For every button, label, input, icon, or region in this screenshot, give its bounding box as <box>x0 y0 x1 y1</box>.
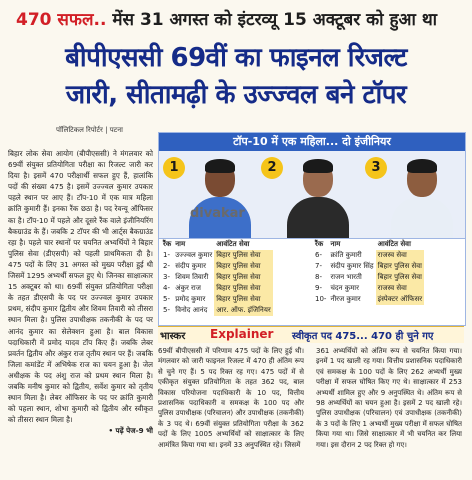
explainer-label: Explainer <box>210 327 274 341</box>
cell-service: बिहार पुलिस सेवा <box>376 272 425 283</box>
cell-service: इंस्पेक्टर ऑफिसर <box>377 295 423 303</box>
explainer-headline: स्वीकृत पद 475... 470 ही चुने गए <box>292 331 434 342</box>
watermark-text: divakar <box>190 206 245 221</box>
cell-name: नीरज कुमार <box>330 295 361 303</box>
hair <box>303 159 333 173</box>
rank-badge-1: 1 <box>163 157 185 179</box>
photo-box-title: टॉप-10 में एक महिला... दो इंजीनियर <box>159 133 465 151</box>
cell-service: राजस्व सेवा <box>376 250 425 261</box>
explainer-column-1: 69वीं बीपीएससी में परिणाम 475 पदों के लिए हुई थी। मंगलवार को जारी फाइनल रिजल्ट में 470 ही अंतिम रूप से चुने गए हैं। 5 पद रिक्त रह गए। 475 पदों में से एकीकृत संयुक्त प्रतियोगिता के तहत 362 पद, बाल विकास परियोजना पदाधिकारी के 10 पद, वित्तीय प्रशासनिक पदाधिकारी व समकक्ष के 100 पद और पुलिस उपाधीक्षक (परिचालन) और उपाधीक्षक (तकनीकी) के 3 पद थे। 69वीं संयुक्त प्रतियोगिता परीक्षा के 362 पदों के लिए 1005 अभ्यर्थियों को साक्षात्कार के लिए आमंत्रित किया गया था। इनमें 33 अनुपस्थित रहे। जिसमें <box>158 347 304 449</box>
cell-rank: 5- <box>163 306 170 314</box>
headline <box>0 40 472 114</box>
byline: पॉलिटिकल रिपोर्टर | पटना <box>56 126 123 134</box>
table-row <box>161 272 273 283</box>
explainer-bar <box>158 326 464 343</box>
rank-badge-3: 3 <box>365 157 387 179</box>
strapline-highlight: 470 सफल.. <box>16 10 107 30</box>
topper-photo-1 <box>185 155 255 239</box>
cell-service: बिहार पुलिस सेवा <box>376 261 425 272</box>
cell-name: चंदन कुमार <box>330 284 359 292</box>
cell-rank: 7- <box>315 262 322 270</box>
cell-rank: 9- <box>315 284 322 292</box>
cell-name: क्रांति कुमारी <box>330 251 362 259</box>
header-service: आवंटित सेवा <box>216 240 250 248</box>
header-rank: रैंक <box>163 240 172 248</box>
headline-line-2: जारी, सीतामढ़ी के उज्ज्वल बने टॉपर <box>65 80 407 110</box>
table-header-row <box>161 239 273 250</box>
cell-service: बिहार पुलिस सेवा <box>214 250 273 261</box>
cell-name: राजन भारती <box>330 273 362 281</box>
table-row <box>161 283 273 294</box>
cell-service: राजस्व सेवा <box>376 283 425 294</box>
cell-service: बिहार पुलिस सेवा <box>214 294 273 305</box>
hair <box>205 159 235 173</box>
explainer-brand: भास्कर <box>160 331 186 342</box>
table-row <box>161 250 273 261</box>
cell-rank: 5- <box>163 295 170 303</box>
toppers-photo-box <box>158 132 466 242</box>
cell-rank: 10- <box>315 295 327 303</box>
table-row <box>313 272 424 283</box>
cell-name: विनोद आनंद <box>175 306 208 314</box>
table-row <box>161 305 273 316</box>
cell-name: उज्ज्वल कुमार <box>175 251 213 259</box>
cell-rank: 8- <box>315 273 322 281</box>
cell-rank: 3- <box>163 273 170 281</box>
table-row <box>161 294 273 305</box>
cell-service: बिहार पुलिस सेवा <box>214 261 273 272</box>
cell-rank: 4- <box>163 284 170 292</box>
strapline-text: मेंस 31 अगस्त को इंटरव्यू 15 अक्टूबर को हुआ था <box>112 10 438 30</box>
table-row <box>313 283 424 294</box>
cell-name: शिवम तिवारी <box>175 273 209 281</box>
toppers-tables <box>158 238 466 326</box>
table-row <box>313 261 424 272</box>
table-row <box>161 261 273 272</box>
cell-service: बिहार पुलिस सेवा <box>214 272 273 283</box>
header-service: आवंटित सेवा <box>377 240 411 248</box>
left-article-text: बिहार लोक सेवा आयोग (बीपीएससी) ने मंगलवार को 69वीं संयुक्त प्रतियोगिता परीक्षा का रिजल्ट जारी कर दिया है। इसमें 470 परीक्षार्थी सफल हुए हैं, हालांकि पदों की संख्या 475 है। इसमें उज्ज्वल कुमार उपकार पहले स्थान पर आए हैं। टॉप-10 में एक मात्र महिला क्रांति कुमारी हैं। इनका रैंक छठा है। पद रेवन्यू ऑफिसर का है। टॉप-10 में पहले और दूसरे रैंक वाले इंजीनियरिंग बैकग्राउंड के हैं। जबकि 2 टॉपर की भी आर्ट्स बैकग्राउंड रहा है। पहले चार स्थानों पर चयनित अभ्यर्थियों ने बिहार पुलिस सेवा (डीएसपी) को पहली प्राथमिकता दी है। 475 पदों के लिए 31 अगस्त को मुख्य परीक्षा हुई थी जिसमें 1295 अभ्यर्थी सफल हुए थे। जिनका साक्षात्कार 15 अक्टूबर को था। 69वीं संयुक्त प्रतियोगिता परीक्षा के तहत डीएसपी के पद पर उज्ज्वल कुमार उपकार प्रथम, संदीप कुमार द्वितीय और शिवम तिवारी को तीसरा स्थान मिला है। पुलिस उपाधीक्षक तकनीकी के पद पर आनंद कुमार का सेलेक्शन हुआ है। बाल विकास पदाधिकारी में प्रमोद यादव टॉप किए हैं। जबकि लेबर प्रवर्तन द्वितीय और अंकुर राज तृतीय स्थान पर हैं। जबकि जिला कमांडेंट में अभिषेक राज का चयन हुआ है। जेल अधीक्षक के पद अंशु राज को प्रथम स्थान मिला है। जबकि मनीष कुमार को द्वितीय, सर्वेश कुमार को तृतीय स्थान मिला है। लेबर ऑफिसर के पद पर क्रांति कुमारी को पहला स्थान, शोभा कुमारी को द्वितीय और स्वीकृत को तीसरा स्थान मिला है। <box>8 149 153 425</box>
toppers-table-left <box>161 239 273 316</box>
left-article <box>8 148 153 478</box>
hair <box>407 159 437 173</box>
top-strapline <box>0 0 472 40</box>
shirt <box>391 197 453 239</box>
cell-service: आर. ऑफ. इंजिनियर <box>216 306 271 314</box>
cell-name: अंकुर राज <box>175 284 201 292</box>
topper-photo-2 <box>283 155 353 239</box>
header-name: नाम <box>330 240 341 248</box>
cell-rank: 2- <box>163 262 170 270</box>
shirt <box>287 197 349 239</box>
explainer-column-2: 361 अभ्यर्थियों को अंतिम रूप से चयनित किया गया। इनमें 1 पद खाली रह गया। वित्तीय प्रशासनिक पदाधिकारी एवं समकक्ष के 100 पदों के लिए 262 अभ्यर्थी मुख्य परीक्षा में सफल घोषित किए गए थे। साक्षात्कार में 253 अभ्यर्थी शामिल हुए और 9 अनुपस्थित थे। अंतिम रूप से 98 अभ्यर्थियों का चयन हुआ है। इसमें 2 पद खाली रहे। पुलिस उपाधीक्षक (परिचालन) एवं उपाधीक्षक (तकनीकी) के 3 पदों के लिए 1 अभ्यर्थी मुख्य परीक्षा में सफल घोषित किया गया था। जिसे साक्षात्कार में भी चयनित कर लिया गया। इस दौरान 2 पद रिक्त हो गए। <box>316 347 462 449</box>
cell-service: बिहार पुलिस सेवा <box>214 283 273 294</box>
cell-rank: 1- <box>163 251 170 259</box>
table-row <box>313 250 424 261</box>
table-row <box>313 294 424 305</box>
cell-rank: 6- <box>315 251 322 259</box>
cell-name: संदीप कुमार <box>175 262 206 270</box>
table-header-row <box>313 239 424 250</box>
cell-name: संदीप कुमार सिंह <box>330 262 374 270</box>
header-rank: रैंक <box>315 240 324 248</box>
continued-note: • पढ़ें पेज-9 भी <box>108 426 153 436</box>
topper-photo-3 <box>387 155 457 239</box>
headline-line-1: बीपीएससी 69वीं का फाइनल रिजल्ट <box>65 43 407 73</box>
cell-name: प्रमोद कुमार <box>175 295 206 303</box>
rank-badge-2: 2 <box>261 157 283 179</box>
header-name: नाम <box>175 240 186 248</box>
toppers-table-right <box>313 239 424 305</box>
